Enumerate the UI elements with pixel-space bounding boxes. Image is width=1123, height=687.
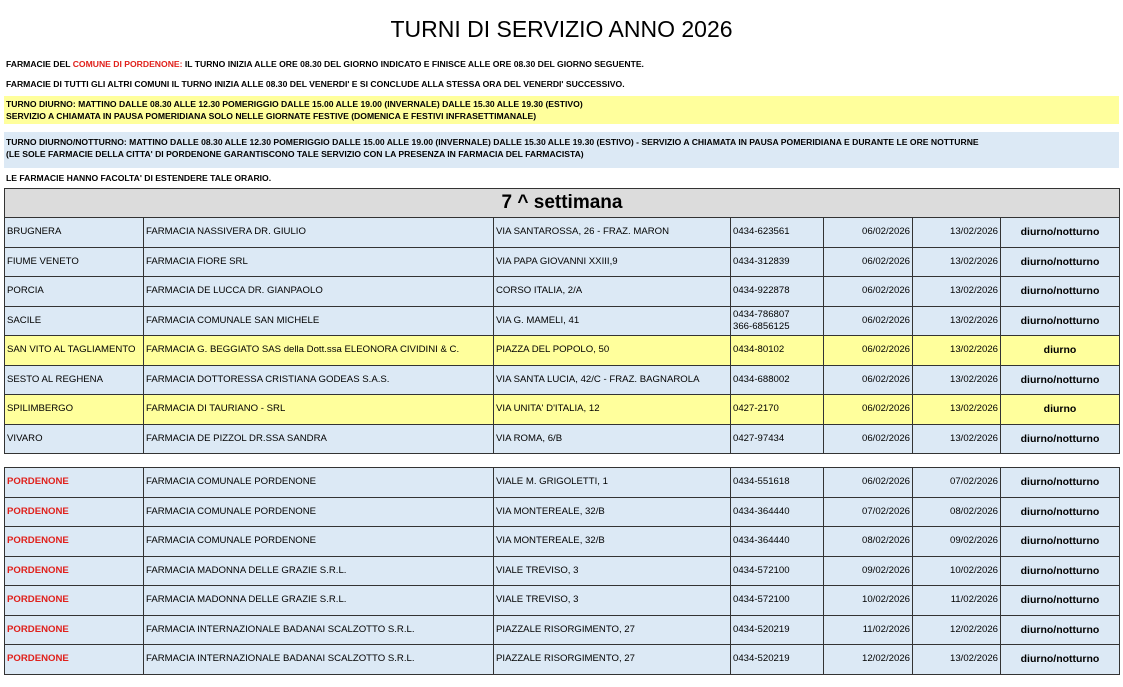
- date-from-cell: [824, 497, 913, 527]
- table-row: [5, 306, 1120, 336]
- address-cell: [494, 218, 731, 248]
- city: BRUGNERA: [7, 226, 62, 238]
- city: PORDENONE: [7, 505, 69, 517]
- service-type: diurno: [1043, 344, 1077, 357]
- date-to: 09/02/2026: [949, 535, 998, 547]
- pharmacy-name-cell: [144, 615, 494, 645]
- address: VIALE M. GRIGOLETTI, 1: [496, 476, 608, 488]
- service-type-cell: [1001, 527, 1120, 557]
- city: PORDENONE: [7, 476, 69, 488]
- phone-cell: [731, 365, 824, 395]
- phone-cell: [731, 497, 824, 527]
- date-from: 06/02/2026: [861, 403, 910, 415]
- pharmacy-name-cell: [144, 424, 494, 454]
- city-cell: [5, 424, 144, 454]
- service-type-cell: [1001, 336, 1120, 366]
- date-to: 13/02/2026: [949, 344, 998, 356]
- pharmacy-name: FARMACIA COMUNALE PORDENONE: [146, 505, 317, 517]
- pharmacy-name-cell: [144, 497, 494, 527]
- phone-cell: [731, 527, 824, 557]
- date-from-cell: [824, 586, 913, 616]
- service-type: diurno/notturno: [1020, 285, 1100, 298]
- date-to-cell: [913, 306, 1001, 336]
- service-type: diurno: [1043, 403, 1077, 416]
- service-type: diurno/notturno: [1020, 226, 1100, 239]
- service-type-cell: [1001, 615, 1120, 645]
- date-to-cell: [913, 527, 1001, 557]
- address: VIALE TREVISO, 3: [496, 594, 579, 606]
- phone: 0434-80102: [733, 344, 785, 356]
- address: PIAZZALE RISORGIMENTO, 27: [496, 623, 635, 635]
- date-to-cell: [913, 218, 1001, 248]
- page-title: TURNI DI SERVIZIO ANNO 2026: [390, 16, 733, 42]
- pharmacy-name-cell: [144, 556, 494, 586]
- address-cell: [494, 365, 731, 395]
- note-text: FARMACIE DEL: [6, 59, 73, 69]
- phone-cell: [731, 336, 824, 366]
- phone: 0434-688002: [733, 373, 790, 385]
- phone: 0434-572100: [733, 594, 790, 606]
- city-cell: [5, 615, 144, 645]
- phone: 0434-364440: [733, 535, 790, 547]
- service-type: diurno/notturno: [1020, 314, 1100, 327]
- table-row: [5, 586, 1120, 616]
- address: VIA PAPA GIOVANNI XXIII,9: [496, 255, 618, 267]
- address: PIAZZALE RISORGIMENTO, 27: [496, 653, 635, 665]
- note-diurno: [4, 96, 1119, 124]
- service-type-cell: [1001, 497, 1120, 527]
- date-to: 13/02/2026: [949, 285, 998, 297]
- city-cell: [5, 468, 144, 498]
- address-cell: [494, 527, 731, 557]
- pordenone-table: [4, 467, 1120, 675]
- address: VIALE TREVISO, 3: [496, 564, 579, 576]
- city: SPILIMBERGO: [7, 403, 74, 415]
- date-from: 06/02/2026: [861, 476, 910, 488]
- note-text: TURNO DIURNO: MATTINO DALLE 08.30 ALLE 12.30 POMERIGGIO DALLE 15.00 ALLE 19.00 (INVERNALE) DALLE 15.30 ALLE 19.30 (ESTIVO): [6, 99, 583, 109]
- service-type-cell: [1001, 395, 1120, 425]
- service-type-cell: [1001, 586, 1120, 616]
- address-cell: [494, 615, 731, 645]
- date-to-cell: [913, 615, 1001, 645]
- city: PORDENONE: [7, 653, 69, 665]
- pharmacy-name-cell: [144, 586, 494, 616]
- phone-cell: [731, 247, 824, 277]
- date-from-cell: [824, 527, 913, 557]
- service-type: diurno/notturno: [1020, 373, 1100, 386]
- date-to: 07/02/2026: [949, 476, 998, 488]
- phone-cell: [731, 277, 824, 307]
- date-from-cell: [824, 336, 913, 366]
- city-cell: [5, 365, 144, 395]
- note-extend: LE FARMACIE HANNO FACOLTA' DI ESTENDERE TALE ORARIO.: [6, 173, 272, 183]
- pharmacy-name: FARMACIA G. BEGGIATO SAS della Dott.ssa ELEONORA CIVIDINI & C.: [146, 344, 460, 356]
- date-to: 13/02/2026: [949, 255, 998, 267]
- address: VIA UNITA' D'ITALIA, 12: [496, 403, 600, 415]
- note-highlight: COMUNE DI PORDENONE:: [72, 59, 183, 69]
- note-other-towns: FARMACIE DI TUTTI GLI ALTRI COMUNI IL TURNO INIZIA ALLE 08.30 DEL VENERDI' E SI CONCLUDE ALLA STESSA ORA DEL VENERDI' SUCCESSIVO.: [6, 79, 625, 89]
- city-cell: [5, 277, 144, 307]
- city-cell: [5, 527, 144, 557]
- city: PORCIA: [7, 285, 44, 297]
- service-type: diurno/notturno: [1020, 623, 1100, 636]
- pharmacy-name-cell: [144, 365, 494, 395]
- pharmacy-name: FARMACIA NASSIVERA DR. GIULIO: [146, 226, 306, 238]
- city: SAN VITO AL TAGLIAMENTO: [7, 344, 136, 356]
- address: CORSO ITALIA, 2/A: [496, 285, 583, 297]
- service-type: diurno/notturno: [1020, 535, 1100, 548]
- phone: 0434-786807: [733, 308, 790, 320]
- phone-cell: [731, 586, 824, 616]
- phone: 0434-551618: [733, 476, 790, 488]
- date-from: 06/02/2026: [861, 373, 910, 385]
- pharmacy-name-cell: [144, 527, 494, 557]
- pharmacy-name: FARMACIA COMUNALE PORDENONE: [146, 535, 317, 547]
- date-to-cell: [913, 247, 1001, 277]
- phone-secondary: 366-6856125: [733, 320, 790, 332]
- pharmacy-name: FARMACIA MADONNA DELLE GRAZIE S.R.L.: [146, 594, 347, 606]
- phone-cell: [731, 615, 824, 645]
- pharmacy-name-cell: [144, 247, 494, 277]
- note-text: SERVIZIO A CHIAMATA IN PAUSA POMERIDIANA SOLO NELLE GIORNATE FESTIVE (DOMENICA E FESTIVI INFRASETTIMANALE): [6, 111, 537, 121]
- city-cell: [5, 218, 144, 248]
- phone: 0434-623561: [733, 226, 790, 238]
- week-label: 7 ^ settimana: [5, 189, 1120, 218]
- phone-cell: [731, 468, 824, 498]
- date-to-cell: [913, 424, 1001, 454]
- phone-cell: [731, 556, 824, 586]
- phone-cell: [731, 424, 824, 454]
- service-type-cell: [1001, 645, 1120, 675]
- pharmacy-name-cell: [144, 306, 494, 336]
- service-type-cell: [1001, 365, 1120, 395]
- table-row: [5, 247, 1120, 277]
- date-to-cell: [913, 586, 1001, 616]
- address-cell: [494, 395, 731, 425]
- phone: 0434-312839: [733, 255, 790, 267]
- note-text: TURNO DIURNO/NOTTURNO: MATTINO DALLE 08.30 ALLE 12.30 POMERIGGIO DALLE 15.00 ALLE 19.00 (INVERNALE) DALLE 15.30 ALLE 19.30 (ESTIVO) - SERVIZIO A CHIAMATA IN PAUSA POMERIDIANA E DURANTE LE ORE NOTTURNE: [6, 137, 979, 147]
- date-from: 10/02/2026: [861, 594, 910, 606]
- date-from-cell: [824, 468, 913, 498]
- pharmacy-name: FARMACIA MADONNA DELLE GRAZIE S.R.L.: [146, 564, 347, 576]
- date-to: 08/02/2026: [949, 505, 998, 517]
- note-text: IL TURNO INIZIA ALLE ORE 08.30 DEL GIORNO INDICATO E FINISCE ALLE ORE 08.30 DEL GIORNO SEGUENTE.: [182, 59, 644, 69]
- date-from-cell: [824, 365, 913, 395]
- table-row: [5, 468, 1120, 498]
- phone-cell: [731, 218, 824, 248]
- service-type-cell: [1001, 218, 1120, 248]
- address-cell: [494, 468, 731, 498]
- pharmacy-name: FARMACIA DI TAURIANO - SRL: [146, 403, 286, 415]
- address-cell: [494, 556, 731, 586]
- date-from: 06/02/2026: [861, 432, 910, 444]
- address-cell: [494, 586, 731, 616]
- table-row: [5, 615, 1120, 645]
- city: PORDENONE: [7, 535, 69, 547]
- address-cell: [494, 277, 731, 307]
- date-to-cell: [913, 645, 1001, 675]
- table-row: [5, 556, 1120, 586]
- phone: 0427-97434: [733, 432, 785, 444]
- pharmacy-name-cell: [144, 336, 494, 366]
- service-type: diurno/notturno: [1020, 653, 1100, 666]
- date-to: 10/02/2026: [949, 564, 998, 576]
- service-type-cell: [1001, 277, 1120, 307]
- date-to-cell: [913, 365, 1001, 395]
- address: VIA MONTEREALE, 32/B: [496, 535, 605, 547]
- service-type: diurno/notturno: [1020, 505, 1100, 518]
- address: PIAZZA DEL POPOLO, 50: [496, 344, 610, 356]
- date-to-cell: [913, 556, 1001, 586]
- date-to: 12/02/2026: [949, 623, 998, 635]
- date-from-cell: [824, 615, 913, 645]
- service-type: diurno/notturno: [1020, 255, 1100, 268]
- date-from: 11/02/2026: [862, 623, 910, 635]
- date-from: 12/02/2026: [861, 653, 910, 665]
- note-notturno: [4, 132, 1119, 168]
- city-cell: [5, 336, 144, 366]
- table-row: [5, 336, 1120, 366]
- table-row: [5, 424, 1120, 454]
- address: VIA MONTEREALE, 32/B: [496, 505, 605, 517]
- pharmacy-name-cell: [144, 395, 494, 425]
- pharmacy-name: FARMACIA DE PIZZOL DR.SSA SANDRA: [146, 432, 327, 444]
- service-type-cell: [1001, 468, 1120, 498]
- city-cell: [5, 586, 144, 616]
- date-to: 13/02/2026: [949, 226, 998, 238]
- phone-cell: [731, 306, 824, 336]
- city: VIVARO: [7, 432, 43, 444]
- city-cell: [5, 645, 144, 675]
- address-cell: [494, 424, 731, 454]
- date-to: 13/02/2026: [949, 432, 998, 444]
- phone: 0434-520219: [733, 653, 790, 665]
- date-to: 13/02/2026: [949, 314, 998, 326]
- date-from-cell: [824, 306, 913, 336]
- table-row: [5, 218, 1120, 248]
- date-to: 11/02/2026: [950, 594, 998, 606]
- service-type: diurno/notturno: [1020, 564, 1100, 577]
- table-row: [5, 527, 1120, 557]
- pharmacy-name-cell: [144, 645, 494, 675]
- city: SESTO AL REGHENA: [7, 373, 103, 385]
- phone: 0434-520219: [733, 623, 790, 635]
- service-type-cell: [1001, 424, 1120, 454]
- address-cell: [494, 645, 731, 675]
- date-from-cell: [824, 556, 913, 586]
- phone-cell: [731, 645, 824, 675]
- date-to: 13/02/2026: [949, 373, 998, 385]
- pharmacy-name-cell: [144, 468, 494, 498]
- service-type: diurno/notturno: [1020, 594, 1100, 607]
- service-type: diurno/notturno: [1020, 432, 1100, 445]
- address: VIA SANTA LUCIA, 42/C - FRAZ. BAGNAROLA: [496, 373, 700, 385]
- date-to-cell: [913, 277, 1001, 307]
- phone: 0434-922878: [733, 285, 790, 297]
- address: VIA SANTAROSSA, 26 - FRAZ. MARON: [496, 226, 670, 238]
- address-cell: [494, 247, 731, 277]
- pharmacy-name-cell: [144, 218, 494, 248]
- service-type-cell: [1001, 247, 1120, 277]
- date-from: 06/02/2026: [861, 226, 910, 238]
- pharmacy-name: FARMACIA INTERNAZIONALE BADANAI SCALZOTTO S.R.L.: [146, 653, 415, 665]
- date-from: 06/02/2026: [861, 314, 910, 326]
- pharmacy-name: FARMACIA DE LUCCA DR. GIANPAOLO: [146, 285, 323, 297]
- date-to: 13/02/2026: [949, 653, 998, 665]
- note-text: (LE SOLE FARMACIE DELLA CITTA' DI PORDENONE GARANTISCONO TALE SERVIZIO CON LA PRESENZA IN FARMACIA DEL FARMACISTA): [6, 149, 584, 159]
- phone: 0434-572100: [733, 564, 790, 576]
- date-from-cell: [824, 395, 913, 425]
- date-from: 07/02/2026: [861, 505, 910, 517]
- date-from: 06/02/2026: [861, 255, 910, 267]
- phone-cell: [731, 395, 824, 425]
- city: SACILE: [7, 314, 42, 326]
- pharmacy-name: FARMACIA COMUNALE SAN MICHELE: [146, 314, 320, 326]
- service-type-cell: [1001, 556, 1120, 586]
- city-cell: [5, 395, 144, 425]
- city: PORDENONE: [7, 594, 69, 606]
- date-from: 08/02/2026: [861, 535, 910, 547]
- date-from-cell: [824, 247, 913, 277]
- city-cell: [5, 306, 144, 336]
- table-row: [5, 365, 1120, 395]
- date-from-cell: [824, 277, 913, 307]
- table-row: [5, 497, 1120, 527]
- city: PORDENONE: [7, 623, 69, 635]
- date-to-cell: [913, 336, 1001, 366]
- phone: 0427-2170: [733, 403, 779, 415]
- address-cell: [494, 306, 731, 336]
- table-row: [5, 277, 1120, 307]
- pharmacy-name: FARMACIA COMUNALE PORDENONE: [146, 476, 317, 488]
- date-to-cell: [913, 395, 1001, 425]
- date-from-cell: [824, 218, 913, 248]
- phone: 0434-364440: [733, 505, 790, 517]
- date-from: 06/02/2026: [861, 344, 910, 356]
- date-from-cell: [824, 424, 913, 454]
- address: VIA ROMA, 6/B: [496, 432, 563, 444]
- address-cell: [494, 336, 731, 366]
- address-cell: [494, 497, 731, 527]
- city: PORDENONE: [7, 564, 69, 576]
- note-pordenone: [4, 58, 1119, 70]
- date-from: 09/02/2026: [861, 564, 910, 576]
- city-cell: [5, 497, 144, 527]
- table-row: [5, 395, 1120, 425]
- address: VIA G. MAMELI, 41: [496, 314, 580, 326]
- date-from-cell: [824, 645, 913, 675]
- service-type: diurno/notturno: [1020, 476, 1100, 489]
- date-from: 06/02/2026: [861, 285, 910, 297]
- date-to-cell: [913, 468, 1001, 498]
- pharmacy-name-cell: [144, 277, 494, 307]
- service-type-cell: [1001, 306, 1120, 336]
- city-cell: [5, 556, 144, 586]
- date-to: 13/02/2026: [949, 403, 998, 415]
- city: FIUME VENETO: [7, 255, 79, 267]
- city-cell: [5, 247, 144, 277]
- pharmacy-name: FARMACIA INTERNAZIONALE BADANAI SCALZOTTO S.R.L.: [146, 623, 415, 635]
- date-to-cell: [913, 497, 1001, 527]
- table-row: [5, 645, 1120, 675]
- other-towns-table: [4, 188, 1120, 454]
- pharmacy-name: FARMACIA FIORE SRL: [146, 255, 248, 267]
- pharmacy-name: FARMACIA DOTTORESSA CRISTIANA GODEAS S.A.S.: [146, 373, 390, 385]
